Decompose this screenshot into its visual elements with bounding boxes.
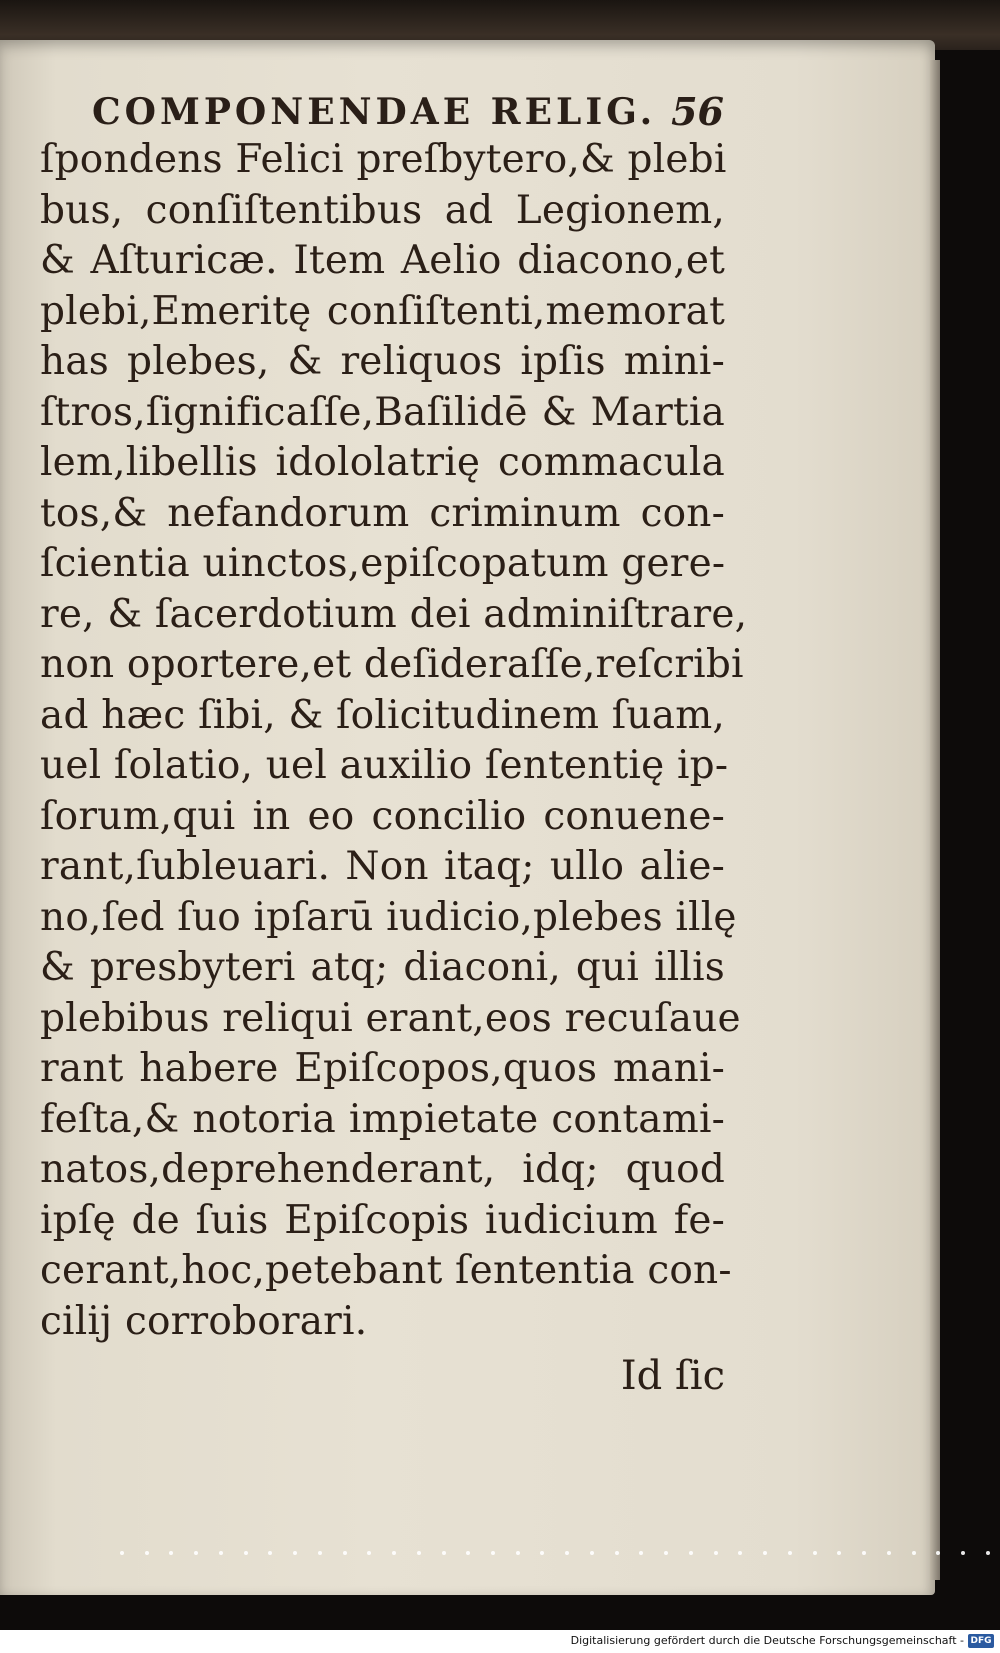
dot	[194, 1551, 198, 1555]
dot	[442, 1551, 446, 1555]
text-line: ſtros,ſignificaſſe,Baſilidē & Martia	[40, 389, 725, 435]
text-line: bus, conſiſtentibus ad Legionem,	[40, 187, 725, 233]
dot	[466, 1551, 470, 1555]
dot	[639, 1551, 643, 1555]
text-line: feſta,& notoria impietate contami-	[40, 1096, 725, 1142]
text-line: tos,& nefandorum criminum con-	[40, 490, 725, 536]
dfg-logo: DFG	[968, 1634, 994, 1648]
dot	[813, 1551, 817, 1555]
dot	[912, 1551, 916, 1555]
dot	[318, 1551, 322, 1555]
dot	[540, 1551, 544, 1555]
text-line: no,ſed ſuo ipſarū iudicio,plebes illę	[40, 894, 737, 940]
text-line: plebibus reliqui erant,eos recuſaue	[40, 995, 741, 1041]
dot	[565, 1551, 569, 1555]
text-line: natos,deprehenderant, idq; quod	[40, 1147, 725, 1192]
dot	[887, 1551, 891, 1555]
text-line: rant habere Epiſcopos,quos mani-	[40, 1046, 725, 1091]
dot	[590, 1551, 594, 1555]
funding-credit: Digitalisierung gefördert durch die Deutsche Forschungsgemeinschaft -	[570, 1634, 964, 1647]
dot	[738, 1551, 742, 1555]
text-line: re, & ſacerdotium dei adminiſtrare,	[40, 591, 748, 637]
dot	[120, 1551, 124, 1555]
text-line: ſcientia uinctos,epiſcopatum gere-	[40, 541, 726, 586]
dot	[788, 1551, 792, 1555]
dot	[293, 1551, 297, 1555]
dot	[714, 1551, 718, 1555]
footer-bar	[0, 1630, 1000, 1653]
body-text	[40, 135, 748, 1347]
text-line: cilij corroborari.	[40, 1298, 368, 1344]
text-line: rant,ſubleuari. Non itaq; ullo alie-	[40, 844, 725, 889]
text-line: & presbyteri atq; diaconi, qui illis	[40, 945, 725, 990]
dot	[862, 1551, 866, 1555]
text-line: lem,libellis idololatrię commacula	[40, 440, 725, 485]
dot	[837, 1551, 841, 1555]
dot	[986, 1551, 990, 1555]
text-line: uel ſolatio, uel auxilio ſententię ip-	[40, 743, 729, 788]
text-line: ſorum,qui in eo concilio conuene-	[40, 793, 725, 839]
dot	[664, 1551, 668, 1555]
text-line: plebi,Emeritę conſiſtenti,memorat	[40, 288, 725, 334]
dot	[516, 1551, 520, 1555]
dot	[343, 1551, 347, 1555]
dot	[145, 1551, 149, 1555]
running-head: COMPONENDAE RELIG.	[92, 91, 657, 133]
page-number: 56	[671, 89, 724, 134]
dot	[169, 1551, 173, 1555]
text-line: ad hæc ſibi, & ſolicitudinem ſuam,	[40, 692, 725, 738]
catchword: Id ſic	[620, 1353, 725, 1399]
text-line: & Aſturicæ. Item Aelio diacono,et	[40, 238, 725, 283]
dot	[491, 1551, 495, 1555]
dot	[219, 1551, 223, 1555]
text-line: has plebes, & reliquos ipſis mini-	[40, 339, 725, 384]
page-edge-dots	[120, 1548, 990, 1558]
text-line: cerant,hoc,petebant ſententia con-	[40, 1248, 732, 1293]
dot	[268, 1551, 272, 1555]
dot	[936, 1551, 940, 1555]
dot	[763, 1551, 767, 1555]
dot	[367, 1551, 371, 1555]
dot	[392, 1551, 396, 1555]
page-edge	[930, 60, 940, 1580]
text-line: ſpondens Felici preſbytero,& plebi	[40, 137, 727, 182]
dot	[417, 1551, 421, 1555]
dot	[244, 1551, 248, 1555]
dot	[961, 1551, 965, 1555]
dot	[689, 1551, 693, 1555]
dot	[615, 1551, 619, 1555]
text-line: non oportere,et deſideraſſe,reſcribi	[40, 642, 744, 687]
text-line: ipſę de ſuis Epiſcopis iudicium fe-	[40, 1197, 725, 1243]
